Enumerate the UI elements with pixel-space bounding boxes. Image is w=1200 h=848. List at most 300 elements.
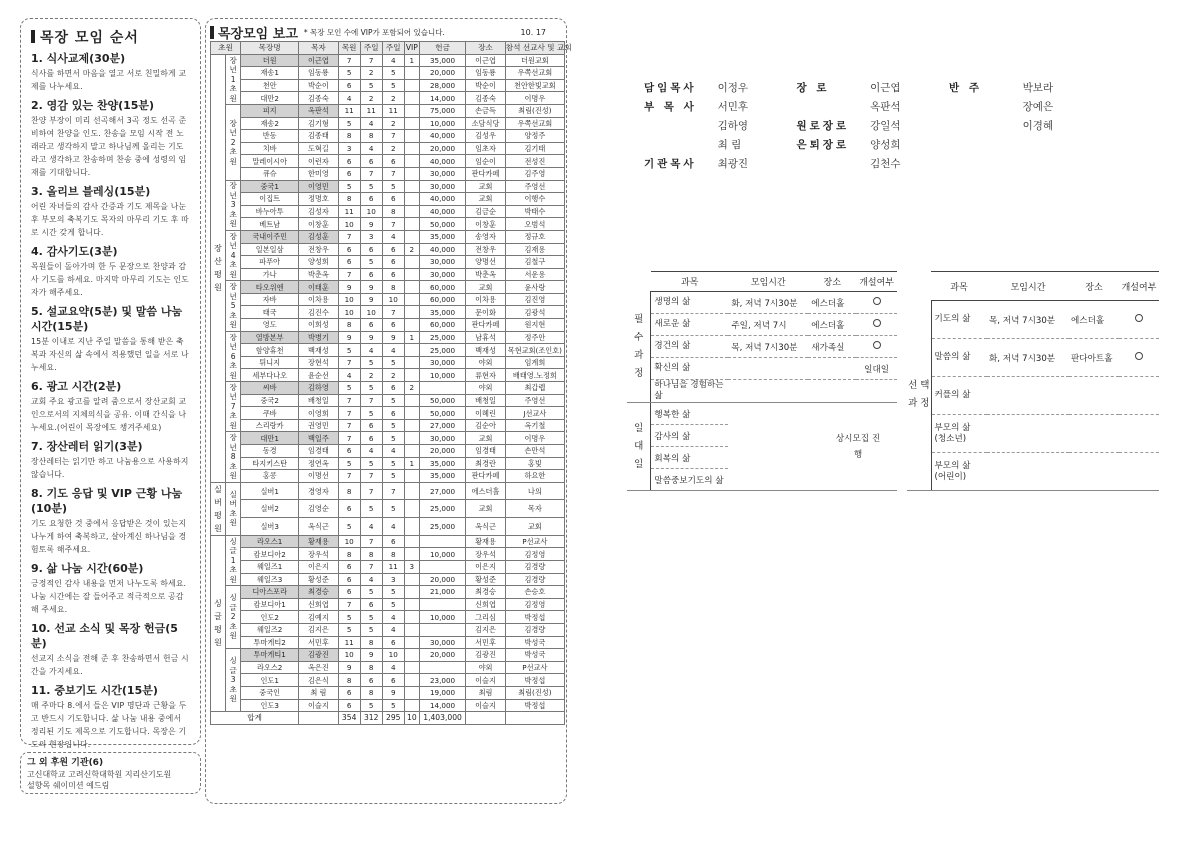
course-row <box>907 301 1159 339</box>
course-header-row <box>907 272 1159 301</box>
chowon-label: 장 년 6 초 원 <box>226 331 241 381</box>
table-cell: 4 <box>382 611 404 624</box>
table-cell: P선교사 <box>505 535 564 548</box>
table-cell: 7 <box>382 306 404 319</box>
table-cell: 교회 <box>466 500 505 518</box>
table-cell: 5 <box>382 457 404 470</box>
table-cell: 5 <box>382 598 404 611</box>
mokjang-name: 재송2 <box>241 117 299 130</box>
table-cell: 주영선 <box>505 394 564 407</box>
table-cell: 4 <box>338 92 360 105</box>
table-cell: 김경량 <box>505 623 564 636</box>
table-row <box>211 445 565 458</box>
chowon-label: 장 년 3 초 원 <box>226 180 241 230</box>
table-cell: 4 <box>382 54 404 67</box>
staff-name: 최 림 <box>717 139 742 151</box>
course-row <box>907 415 1159 453</box>
course-name: 기도의 삶 <box>934 314 971 325</box>
report-header-row <box>211 42 565 55</box>
table-cell: 2 <box>382 117 404 130</box>
table-cell: 소담식당 <box>466 117 505 130</box>
table-cell: 이은지 <box>299 560 338 573</box>
supporters-line: 설향목 쉐이미션 예드림 <box>27 781 110 790</box>
table-row <box>211 319 565 332</box>
meeting-report-panel <box>205 18 572 804</box>
total-label: 합계 <box>211 712 299 725</box>
table-cell: P선교사 <box>505 661 564 674</box>
table-cell: 11 <box>338 104 360 117</box>
staff-name: 서민후 <box>717 101 749 113</box>
table-cell: 최 림 <box>299 686 338 699</box>
table-cell <box>404 369 419 382</box>
table-cell: 5 <box>338 457 360 470</box>
course-time: 주일, 저녁 7시 <box>728 314 808 336</box>
course-place: 판다아트홀 <box>1071 353 1113 364</box>
table-row <box>211 419 565 432</box>
course-place <box>1069 415 1119 453</box>
table-cell: 김종숙 <box>466 92 505 105</box>
table-cell: 2 <box>382 92 404 105</box>
table-row <box>211 243 565 256</box>
order-section <box>31 621 190 678</box>
table-cell: 6 <box>382 535 404 548</box>
table-cell: 김광진 <box>466 649 505 662</box>
table-cell: 7 <box>382 482 404 500</box>
course-table-left <box>627 271 897 491</box>
order-section-heading: 11. 중보기도 시간(15분) <box>31 684 158 697</box>
table-cell: 35,000 <box>419 457 465 470</box>
table-cell: 10 <box>382 293 404 306</box>
table-cell: 11 <box>338 205 360 218</box>
table-cell: 야외 <box>466 661 505 674</box>
chowon-label: 싱 글 1 초 원 <box>226 535 241 585</box>
table-cell: 김경량 <box>505 573 564 586</box>
table-cell: 20,000 <box>419 649 465 662</box>
mokjang-name: 홍콩 <box>241 470 299 483</box>
chowon-label: 장 년 8 초 원 <box>226 432 241 482</box>
course-time: 목, 저녁 7시30분 <box>989 315 1056 326</box>
table-cell: 30,000 <box>419 180 465 193</box>
table-cell: 11 <box>382 560 404 573</box>
table-cell: 5 <box>338 117 360 130</box>
table-cell: 야외 <box>466 356 505 369</box>
table-row <box>211 560 565 573</box>
table-cell: 7 <box>338 470 360 483</box>
col-header: VIP <box>405 43 418 53</box>
table-cell: 5 <box>360 500 382 518</box>
table-cell: 40,000 <box>419 193 465 206</box>
table-row <box>211 369 565 382</box>
mokjang-name: 바누아투 <box>241 205 299 218</box>
course-name: 생명의 삶 <box>651 292 728 314</box>
mokjang-name: 함양휴천 <box>241 344 299 357</box>
course-row <box>627 314 897 336</box>
table-cell: 2 <box>382 369 404 382</box>
table-row <box>211 382 565 395</box>
table-row <box>211 142 565 155</box>
table-cell: 7 <box>382 167 404 180</box>
staff-name: 김하영 <box>717 120 749 132</box>
mokjang-name: 큐슈 <box>241 167 299 180</box>
table-cell <box>404 500 419 518</box>
table-cell: 5 <box>360 407 382 420</box>
staff-list <box>644 78 1084 173</box>
table-cell <box>404 92 419 105</box>
table-cell: 나의 <box>505 482 564 500</box>
table-cell: 6 <box>382 256 404 269</box>
table-row <box>211 92 565 105</box>
table-cell: 9 <box>338 661 360 674</box>
table-cell: 우쪽선교회 <box>505 67 564 80</box>
table-cell: 25,000 <box>419 331 465 344</box>
table-cell: 이태훈 <box>299 281 338 294</box>
order-section-heading: 9. 삶 나눔 시간(60분) <box>31 562 144 575</box>
table-cell: 35,000 <box>419 54 465 67</box>
mokjang-name: 캄보디아1 <box>241 598 299 611</box>
table-row <box>211 79 565 92</box>
table-cell: 김성자 <box>299 205 338 218</box>
col-header: 개설여부 <box>856 272 897 292</box>
table-cell <box>404 445 419 458</box>
table-cell: 8 <box>338 548 360 561</box>
table-cell <box>419 382 465 395</box>
table-row <box>211 535 565 548</box>
order-section <box>31 439 190 481</box>
table-cell: 송영자 <box>466 230 505 243</box>
course-name: 행복한 삶 <box>651 403 728 425</box>
table-cell: 5 <box>338 623 360 636</box>
table-cell: 8 <box>338 482 360 500</box>
order-section <box>31 486 190 556</box>
table-cell: 2 <box>360 67 382 80</box>
mokjang-name: 세부다나오 <box>241 369 299 382</box>
table-cell: 임순이 <box>466 155 505 168</box>
mokjang-name: 태국 <box>241 306 299 319</box>
course-place <box>1069 453 1119 491</box>
mokjang-name: 타오위엔 <box>241 281 299 294</box>
col-header: 주일 <box>360 42 382 55</box>
order-section <box>31 683 190 751</box>
col-header: 목원 <box>338 42 360 55</box>
table-cell: 장우석 <box>299 548 338 561</box>
table-row <box>211 470 565 483</box>
table-cell: 5 <box>382 470 404 483</box>
table-cell: 5 <box>338 180 360 193</box>
table-cell: 10 <box>338 218 360 231</box>
table-cell <box>404 130 419 143</box>
table-cell: 8 <box>338 674 360 687</box>
table-cell: 8 <box>360 636 382 649</box>
table-row <box>211 432 565 445</box>
table-cell: 백재성 <box>466 344 505 357</box>
table-cell <box>404 293 419 306</box>
table-cell: 전성진 <box>505 155 564 168</box>
table-cell: 6 <box>382 674 404 687</box>
table-cell: 10,000 <box>419 611 465 624</box>
table-cell: 6 <box>338 243 360 256</box>
course-name: 경건의 삶 <box>651 336 728 358</box>
table-cell: 목현교회(조인호) <box>505 344 564 357</box>
table-cell: 40,000 <box>419 155 465 168</box>
table-cell: 주영선 <box>505 180 564 193</box>
table-cell: 박정섭 <box>505 674 564 687</box>
table-cell <box>404 230 419 243</box>
table-cell: 10 <box>338 293 360 306</box>
table-cell: 5 <box>360 382 382 395</box>
order-section-heading: 2. 영감 있는 찬양(15분) <box>31 99 155 112</box>
col-header: 장소 <box>1069 272 1119 301</box>
table-cell: 2 <box>360 92 382 105</box>
table-cell <box>404 256 419 269</box>
order-section-heading: 6. 광고 시간(2분) <box>31 380 122 393</box>
table-row <box>211 167 565 180</box>
table-cell: 백재성 <box>299 344 338 357</box>
table-cell: 이런자 <box>299 155 338 168</box>
mokjang-name: 라오스2 <box>241 661 299 674</box>
table-cell: 50,000 <box>419 407 465 420</box>
table-cell: 임초자 <box>466 142 505 155</box>
col-header: 장소 <box>808 272 856 292</box>
staff-name: 최광진 <box>717 158 749 170</box>
mokjang-name: 국내이주민 <box>241 230 299 243</box>
table-cell: 4 <box>360 117 382 130</box>
table-cell: 7 <box>338 356 360 369</box>
mokjang-name: 베트남 <box>241 218 299 231</box>
table-cell: 장현석 <box>299 356 338 369</box>
col-header: 과목 <box>651 272 728 292</box>
table-cell: 5 <box>382 180 404 193</box>
staff-name: 김천수 <box>870 158 901 170</box>
table-cell <box>404 407 419 420</box>
table-cell: 20,000 <box>419 445 465 458</box>
table-cell: 5 <box>360 180 382 193</box>
table-row <box>211 180 565 193</box>
table-cell <box>419 598 465 611</box>
table-cell: 옥은진 <box>299 661 338 674</box>
table-cell: 60,000 <box>419 293 465 306</box>
table-cell: 백일주 <box>299 432 338 445</box>
mokjang-name: 스리랑카 <box>241 419 299 432</box>
order-section-text: 장산레터는 읽기만 하고 나눔용으로 사용하지 않습니다. <box>31 457 189 479</box>
mokjang-name: 인도2 <box>241 611 299 624</box>
table-row <box>211 686 565 699</box>
table-cell: 8 <box>382 205 404 218</box>
total-cell: 1,403,000 <box>419 712 465 725</box>
col-header: 모임시간 <box>728 272 808 292</box>
table-cell: 4 <box>382 661 404 674</box>
table-cell: 정규호 <box>505 230 564 243</box>
table-cell: 11 <box>338 636 360 649</box>
course-time <box>987 415 1069 453</box>
course-place <box>1069 377 1119 415</box>
mokjang-name: 인도1 <box>241 674 299 687</box>
table-cell: 경영자 <box>299 482 338 500</box>
course-left-body <box>627 292 897 491</box>
staff-row <box>644 97 1084 116</box>
table-cell: 배청일 <box>466 394 505 407</box>
mokjang-name: 튀니지 <box>241 356 299 369</box>
table-cell: 8 <box>382 548 404 561</box>
table-cell: 손만석 <box>505 445 564 458</box>
table-cell <box>404 661 419 674</box>
table-cell: 10 <box>360 205 382 218</box>
table-cell: 5 <box>382 586 404 599</box>
course-name: 부모의 삶 (청소년) <box>934 422 971 444</box>
table-cell: 5 <box>360 457 382 470</box>
table-cell <box>404 67 419 80</box>
order-section-text: 긍정적인 감사 내용을 먼저 나누도록 하세요. 나눔 시간에는 잘 들어주고 적극적으로 공감해 주세요. <box>31 579 187 614</box>
course-place: 에스더홀 <box>808 314 856 336</box>
table-cell: 오범석 <box>505 218 564 231</box>
table-cell <box>404 394 419 407</box>
table-cell: 35,000 <box>419 470 465 483</box>
table-cell: 25,000 <box>419 500 465 518</box>
table-row <box>211 155 565 168</box>
mokjang-name: 웨일즈2 <box>241 623 299 636</box>
elective-course-label: 선 택 과 정 <box>907 301 931 491</box>
table-row <box>211 623 565 636</box>
staff-role: 원로장로 <box>796 120 850 132</box>
table-cell: 8 <box>382 281 404 294</box>
table-row <box>211 193 565 206</box>
table-cell: 4 <box>360 344 382 357</box>
table-cell: 최림(진성) <box>505 104 564 117</box>
table-cell: 20,000 <box>419 142 465 155</box>
table-cell: 6 <box>360 243 382 256</box>
total-row <box>211 712 565 725</box>
total-cell: 354 <box>338 712 360 725</box>
table-cell <box>404 518 419 536</box>
course-open <box>1119 339 1159 377</box>
table-cell: 이창훈 <box>466 218 505 231</box>
table-cell: 11 <box>360 104 382 117</box>
total-cell: 312 <box>360 712 382 725</box>
course-open <box>856 358 897 380</box>
table-cell: 14,000 <box>419 699 465 712</box>
open-circle-icon <box>1135 352 1143 360</box>
table-cell: 6 <box>360 155 382 168</box>
table-cell: 9 <box>382 331 404 344</box>
table-cell: 6 <box>338 500 360 518</box>
order-section-heading: 8. 기도 응답 및 VIP 근황 나눔(10분) <box>31 487 183 515</box>
table-cell: 30,000 <box>419 268 465 281</box>
supporters-line: 고신대학교 고려신학대학원 지리산기도원 <box>27 770 172 779</box>
table-cell: 6 <box>338 573 360 586</box>
open-circle-icon <box>873 341 881 349</box>
mokjang-name: 대만2 <box>241 92 299 105</box>
table-cell: 8 <box>338 319 360 332</box>
table-cell: 우쪽선교회 <box>505 117 564 130</box>
table-row <box>211 104 565 117</box>
order-section-heading: 10. 선교 소식 및 목장 헌금(5분) <box>31 622 178 650</box>
table-cell: 황성준 <box>466 573 505 586</box>
table-row <box>211 611 565 624</box>
course-place: 에스더홀 <box>1071 315 1105 326</box>
table-cell: 9 <box>360 649 382 662</box>
table-cell: 40,000 <box>419 205 465 218</box>
table-cell: 6 <box>382 243 404 256</box>
course-open <box>1119 377 1159 415</box>
table-cell: 6 <box>382 193 404 206</box>
table-cell: 6 <box>360 419 382 432</box>
table-cell: 정명호 <box>299 193 338 206</box>
table-cell: 7 <box>338 598 360 611</box>
table-cell: 5 <box>382 79 404 92</box>
table-cell: 1 <box>404 54 419 67</box>
order-section-text: 기도 요청한 것 중에서 응답받은 것이 있는지 나누게 하여 축복하고, 살아계신 하나님을 경험토록 해주세요. <box>31 519 187 554</box>
table-row <box>211 699 565 712</box>
table-row <box>211 331 565 344</box>
table-cell <box>404 193 419 206</box>
table-cell: 9 <box>382 686 404 699</box>
table-cell: 7 <box>338 54 360 67</box>
table-cell: 판다카페 <box>466 319 505 332</box>
table-cell: 박병기 <box>299 331 338 344</box>
table-cell: 9 <box>360 293 382 306</box>
order-section-text: 교회 주요 광고를 알려 줌으로서 장산교회 교인으로서의 지체의식을 공유. 이때 간식을 나누세요.(어린이 목장에도 챙겨주세요) <box>31 397 187 432</box>
staff-row <box>644 116 1084 135</box>
course-time <box>987 453 1069 491</box>
table-row <box>211 573 565 586</box>
chowon-label: 싱 글 2 초 원 <box>226 586 241 649</box>
table-cell <box>404 155 419 168</box>
table-cell: 4 <box>382 445 404 458</box>
chowon-label: 싱 글 3 초 원 <box>226 649 241 712</box>
table-cell: 6 <box>360 268 382 281</box>
table-cell: 신희엽 <box>466 598 505 611</box>
table-cell: 4 <box>360 518 382 536</box>
table-cell: 옥식근 <box>466 518 505 536</box>
table-cell: 3 <box>404 560 419 573</box>
report-note: * 목장 모인 수에 VIP가 포함되어 있습니다. <box>303 27 445 37</box>
col-header: 과목 <box>931 272 987 301</box>
table-cell: 2 <box>382 142 404 155</box>
table-row <box>211 205 565 218</box>
course-header-row <box>627 272 897 292</box>
mokjang-name: 씨바 <box>241 382 299 395</box>
mokjang-name: 중국2 <box>241 394 299 407</box>
col-header: 헌금 <box>419 42 465 55</box>
meeting-order-title: 목장 모임 순서 <box>31 27 190 47</box>
col-header: 목장명 <box>241 42 299 55</box>
table-cell: 6 <box>338 155 360 168</box>
table-cell: 27,000 <box>419 482 465 500</box>
table-cell <box>404 344 419 357</box>
table-cell <box>404 268 419 281</box>
table-cell: 하요한 <box>505 470 564 483</box>
mokjang-name: 웨일즈3 <box>241 573 299 586</box>
table-cell: 5 <box>338 611 360 624</box>
col-header: 목자 <box>299 42 338 55</box>
total-cell <box>505 712 564 725</box>
table-cell: 7 <box>360 394 382 407</box>
table-cell: 도혁길 <box>299 142 338 155</box>
table-cell: 이슬지 <box>299 699 338 712</box>
table-cell: 신희엽 <box>299 598 338 611</box>
staff-row <box>644 78 1084 97</box>
table-cell: 김주영 <box>505 167 564 180</box>
table-cell: 1 <box>404 331 419 344</box>
course-place <box>808 380 856 403</box>
course-name: 하나님을 경험하는 삶 <box>651 380 728 403</box>
order-section-heading: 4. 감사기도(3분) <box>31 245 118 258</box>
table-row <box>211 306 565 319</box>
table-cell: 김은식 <box>299 674 338 687</box>
mokjang-name: 이집트 <box>241 193 299 206</box>
table-cell: 배청일 <box>299 394 338 407</box>
mokjang-name: 디아스포라 <box>241 586 299 599</box>
table-cell: 8 <box>360 686 382 699</box>
